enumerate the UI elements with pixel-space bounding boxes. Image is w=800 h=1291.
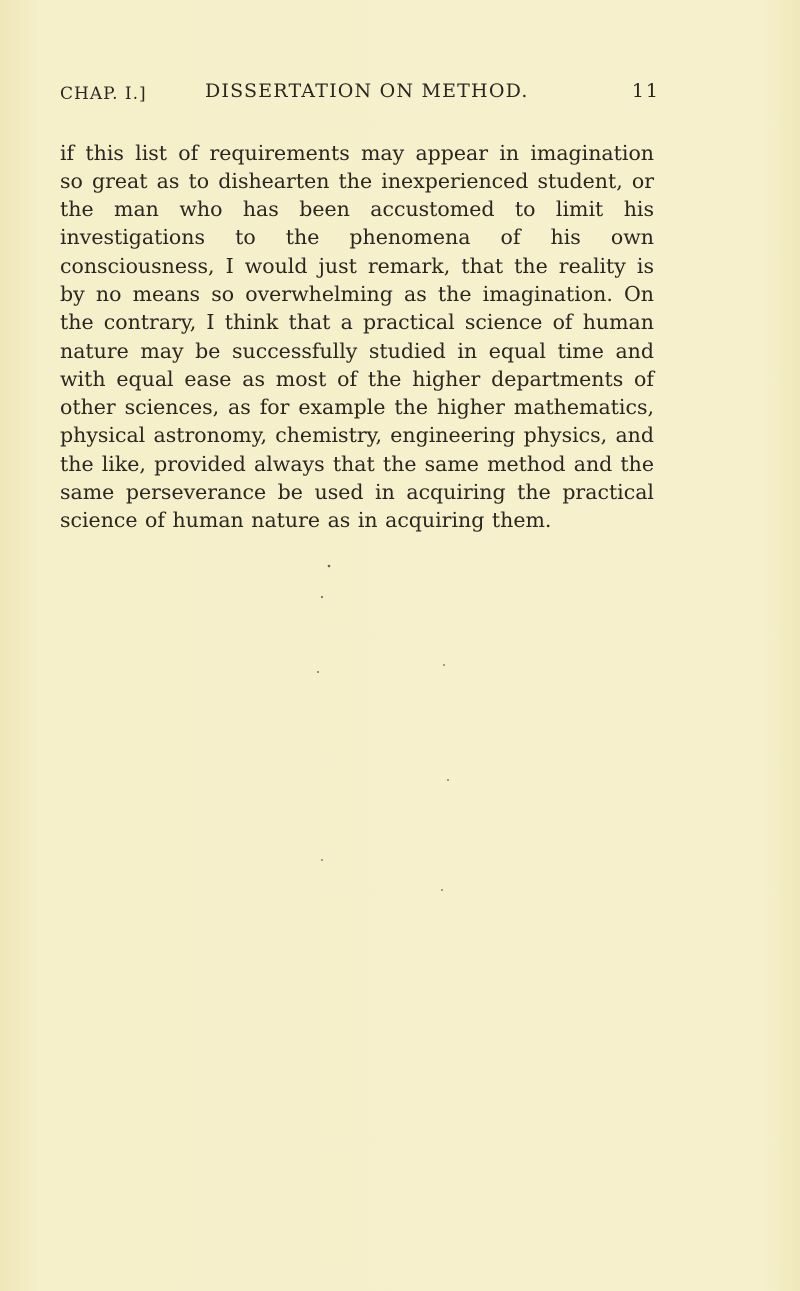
speck — [447, 779, 449, 781]
body-paragraph: if this list of requirements may appear in imagination so great as to dishearten the inexperienced student, or the man who has been accustomed to limit his investigations to the phenomena of his own consciousness, I would just remark, that the reality is by no means so overwhelming as the imagination. On the contrary, I think that a practical science of human nature may be successfully studied in equal time and with equal ease as most of the higher departments of other sciences, as for example the higher mathematics, physical astronomy, chemistry, engineering physics, and the like, provided always that the same method and the same perseverance be used in acquiring the practical science of human nature as in acquiring them. — [60, 140, 654, 533]
chapter-label: CHAP. I.] — [60, 84, 147, 104]
speck — [441, 889, 443, 891]
speck — [321, 596, 323, 598]
speck — [317, 671, 319, 673]
speck — [328, 565, 331, 568]
running-head — [60, 80, 660, 110]
page-number: 11 — [631, 80, 660, 102]
speck — [443, 664, 445, 666]
speck — [321, 859, 323, 861]
running-title: DISSERTATION ON METHOD. — [205, 80, 529, 102]
